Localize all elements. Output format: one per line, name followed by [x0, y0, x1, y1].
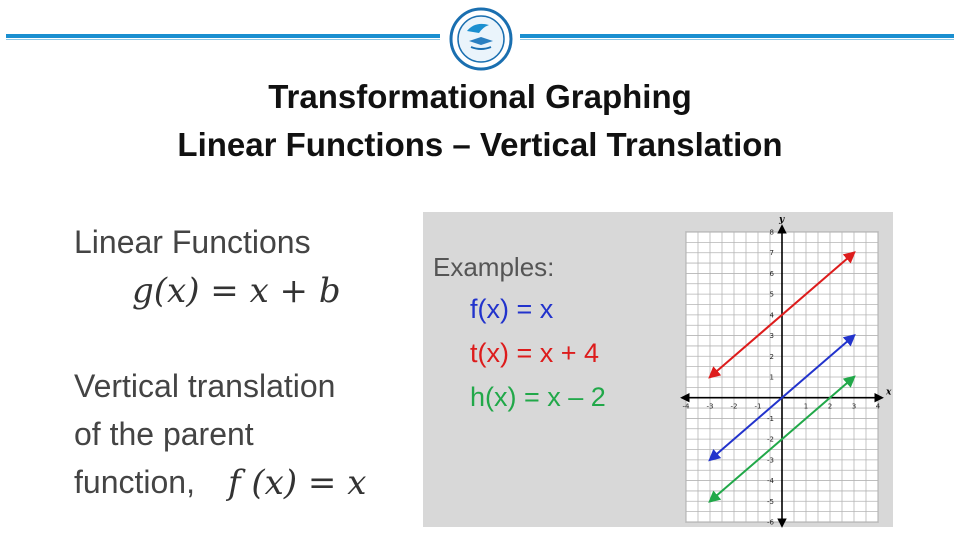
y-tick-label: 5: [769, 290, 774, 299]
y-tick-label: -6: [767, 518, 774, 527]
x-tick-label: 1: [803, 402, 809, 411]
x-tick-label: -2: [730, 402, 738, 411]
y-axis-label: y: [779, 215, 785, 225]
y-tick-label: -5: [767, 497, 774, 506]
x-tick-label: 3: [851, 402, 857, 411]
school-logo-icon: [449, 7, 513, 71]
header-rule-right: [520, 34, 954, 38]
x-tick-label: -4: [682, 402, 690, 411]
coordinate-graph: [676, 212, 890, 526]
y-tick-label: -2: [767, 435, 774, 444]
y-tick-label: 4: [769, 311, 774, 320]
description-line-1: Vertical translation: [74, 368, 336, 404]
description-line-3: function,: [74, 464, 195, 500]
y-tick-label: 3: [769, 332, 774, 341]
parent-formula: f (x) = x: [228, 463, 367, 503]
examples-label: Examples:: [433, 252, 555, 282]
y-tick-label: 2: [769, 352, 774, 361]
x-tick-label: -3: [706, 402, 714, 411]
x-tick-label: 2: [827, 402, 833, 411]
header-rule-left: [6, 34, 440, 38]
x-tick-label: 4: [875, 402, 881, 411]
example-up-4: t(x) = x + 4: [470, 338, 600, 368]
y-tick-label: 1: [769, 373, 774, 382]
example-down-2: h(x) = x – 2: [470, 382, 606, 412]
description-line-2: of the parent: [74, 416, 254, 452]
y-tick-label: 6: [769, 269, 774, 278]
linear-functions-heading: Linear Functions: [74, 224, 311, 260]
example-parent: f(x) = x: [470, 294, 554, 324]
slide-title-line-2: Linear Functions – Vertical Translation: [177, 126, 783, 163]
slide-title-line-1: Transformational Graphing: [268, 78, 692, 115]
y-tick-label: 8: [769, 228, 774, 237]
y-tick-label: -4: [767, 477, 774, 486]
y-tick-label: -3: [767, 456, 774, 465]
y-tick-label: 7: [769, 249, 774, 258]
x-axis-label: x: [886, 387, 892, 398]
y-tick-label: -1: [767, 414, 774, 423]
x-tick-label: -1: [754, 402, 762, 411]
general-formula: g(x) = x + b: [132, 271, 341, 311]
